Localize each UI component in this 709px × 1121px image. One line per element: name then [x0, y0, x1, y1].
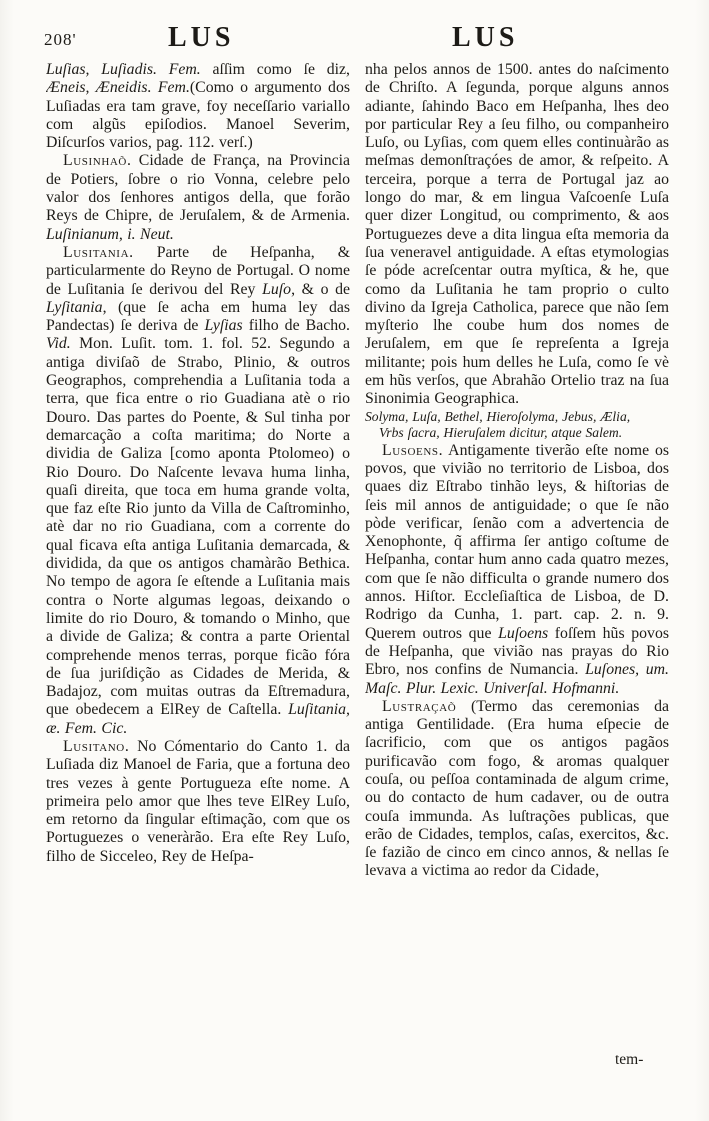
text-segment: Æneis, Æneidis. Fem.	[46, 79, 190, 97]
running-head-left: LUS	[168, 22, 235, 53]
text-segment: Luſo	[262, 280, 292, 298]
text-segment: Luſoens	[498, 624, 549, 642]
text-segment: filho de Bacho.	[242, 317, 350, 335]
text-segment: Cidade de França, na Provincia de Potiers, ſobre o rio Vonna, celebre pelo valor dos ſenhores antigos della, que forão Reys de Chipre, de Jeruſalem, & de Armenia.	[46, 152, 350, 225]
text-segment: Lyſitania	[46, 298, 103, 316]
text-segment: No Cómentario do Canto 1. da Luſiada diz Manoel de Faria, que a fortuna deo tres vezes à gente Portugueza eſte nome. A primeira pelo amor que lhes teve ElRey Luſo, em retorno da ſingular eſtimação, com que os Portuguezes o veneràrão. Era eſte Rey Luſo, filho de Sicceleo, Rey de Heſpa-	[46, 737, 350, 865]
entry-paragraph	[365, 61, 669, 409]
entry-paragraph	[46, 152, 350, 243]
text-segment: aſſim como ſe diz,	[200, 61, 350, 78]
entry-paragraph	[365, 698, 669, 881]
text-segment: Vid.	[46, 335, 71, 353]
catchword: tem-	[615, 1051, 644, 1068]
text-segment: Lyſias	[204, 317, 243, 335]
entry-paragraph	[46, 244, 350, 738]
text-segment: Lusinhaõ.	[63, 152, 132, 170]
text-columns	[46, 61, 669, 1079]
text-segment: Luſones, um. Maſc. Plur. Lexic. Univerſal. Hofmanni.	[365, 661, 669, 697]
text-segment: Antigamente tiverão eſte nome os povos, que vivião no territorio de Lisboa, dos quaes diz Eſtrabo tinhão leys, & hiſtorias de ſeis mil annos de antiguidade; o que ſe não pòde verificar, ſenão com a advertencia de Xenophonte, q̃ affirma ſer antigo coſtume de Heſpanha, contar hum anno cada quatro mezes, com que ſe não difficulta o grande numero dos annos. Hiſtor. Eccleſiaſtica de Lisboa, de D. Rodrigo da Cunha, 1. part. cap. 2. n. 9. Querem outros que	[365, 441, 669, 642]
text-segment: Lusitano.	[63, 737, 130, 755]
text-segment: nha pelos annos de 1500. antes do naſcimento de Chriſto. A ſegunda, porque alguns annos adiante, ſahindo Baco em Heſpanha, lhes deo por particular Rey a ſeu filho, ou companheiro Luſo, ou Lyſias, com quem elles continuàrão as meſmas demonſtraçóes de amor, & reſpeito. A terceira, porque a terra de Portugal jaz ao longo do mar, & em lingua Vaſcoenſe Luſa quer dizer Longitud, ou comprimento, & aos Portuguezes deve a dita lingua eſta memoria da ſua veneravel antiguidade. A eſtas etymologias ſe póde acreſcentar outra myſtica, & he, que como da Luſitania he tam proprio o culto divino da Igreja Catholica, parece que não ſem myſterio lhe coube hum dos nomes de Jeruſalem, em que ſe repreſenta a Igreja militante; pois hum delles he Luſa, como ſe vè em hũs verſos, que Abrahão Ortelio traz na ſua Sinonimia Geographica.	[365, 61, 669, 408]
text-segment: Luſinianum, i. Neut.	[46, 225, 174, 243]
text-segment: Luſitania, æ. Fem. Cic.	[46, 701, 350, 737]
text-segment: (Termo das ceremonias da antiga Gentilidade. (Era huma eſpecie de ſacrificio, com que os antigos pagãos purificavão com fogo, & aromas qualquer couſa, ou peſſoa contaminada de algum crime, ou do contacto de hum cadaver, ou de outra couſa immunda. As luſtrações publicas, que erão de Cidades, templos, caſas, exercitos, &c. ſe fazião de cinco em cinco annos, & nellas ſe levava a victima ao redor da Cidade,	[365, 697, 669, 880]
running-head-right: LUS	[452, 22, 519, 53]
text-segment: Lusitania.	[63, 243, 134, 261]
text-segment: Lusoens.	[382, 441, 444, 459]
column-left	[46, 61, 350, 1079]
page-number: 208'	[44, 30, 77, 49]
text-segment: Mon. Luſit. tom. 1. fol. 52. Segundo a antiga diviſaõ de Strabo, Plinio, & outros Geographos, comprehendia a Luſitania toda a terra, que fica entre o rio Guadiana atè o rio Douro. Das partes do Poente, & Sul tinha por demarcação a coſta maritima; do Norte a dividia de Galiza [como aponta Ptolomeo) o Rio Douro. Do Naſcente levava huma linha, quaſi direita, que toca em huma grande volta, que faz eſte Rio junto da Villa de Caſtrominho, atè dar no rio Guadiana, com a corrente do qual ficava eſta antiga Luſitania demarcada, & dividida, da que os antigos chamàrão Bethica. No tempo de agora ſe eſtende a Luſitania mais contra o Norte algumas legoas, deixando o limite do rio Douro, & tomando o Minho, que a divide de Galiza; & contra a parte Oriental comprehende menos terras, porque ficão fóra de ſua juriſdição as Cidades de Merida, & Badajoz, com muitas outras da Eſtremadura, que obedecem a ElRey de Caſtella.	[46, 335, 350, 719]
entry-paragraph	[46, 738, 350, 866]
text-segment: Lustraçaõ	[382, 697, 457, 715]
text-segment: , (que ſe acha em huma ley das Pandectas) ſe deriva de	[46, 298, 350, 335]
text-segment: Luſias, Luſiadis. Fem.	[46, 61, 201, 78]
text-segment: foſſem hũs povos de Heſpanha, que vivião nas prayas do Rio Ebro, nos confins de Numancia.	[365, 624, 669, 679]
entry-paragraph	[46, 61, 350, 152]
entry-paragraph	[365, 442, 669, 698]
column-right	[365, 61, 669, 1079]
verse-line: Vrbs ſacra, Hieruſalem dicitur, atque Salem.	[379, 425, 623, 441]
verse-paragraph	[365, 409, 669, 442]
text-segment: (Como o argumento dos Luſiadas era tam grave, foy neceſſario variallo com algũs epiſodios. Manoel Severim, Diſcurſos varios, pag. 112. verſ.)	[46, 79, 350, 152]
text-segment: Parte de Heſpanha, & particularmente do Reyno de Portugal. O nome de Luſitania ſe derivou del Rey	[46, 243, 350, 298]
verse-line: Solyma, Luſa, Bethel, Hieroſolyma, Jebus, Ælia,	[365, 408, 631, 424]
text-segment: , & o de	[291, 280, 350, 298]
